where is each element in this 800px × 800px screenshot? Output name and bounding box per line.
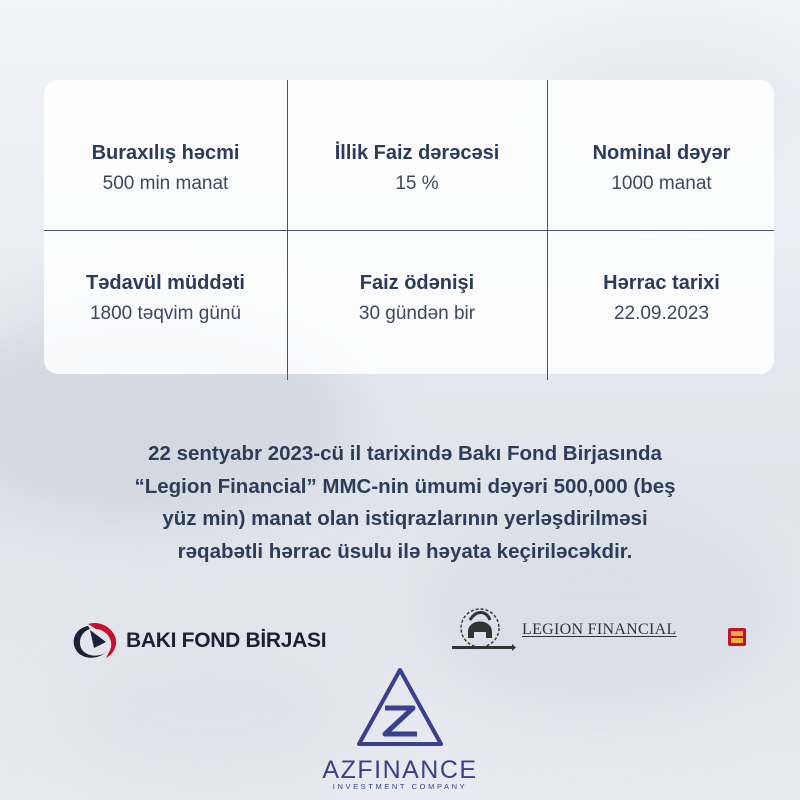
detail-value: 30 gündən bir (358, 303, 476, 324)
detail-value: 500 min manat (102, 173, 229, 194)
details-card (44, 80, 774, 374)
detail-value: 1800 təqvim günü (89, 303, 242, 324)
detail-interest-payment (289, 272, 545, 325)
legion-logo-text: LEGION FINANCIAL (522, 621, 677, 638)
detail-auction-date (549, 272, 774, 325)
legion-seal-icon (728, 628, 746, 646)
legion-helmet-icon (450, 604, 516, 656)
detail-label: Nominal dəyər (592, 142, 731, 164)
azfinance-triangle-icon (357, 668, 443, 748)
announcement-text (60, 438, 750, 568)
detail-value: 1000 manat (611, 173, 712, 194)
announcement-line: rəqabətli hərrac üsulu ilə həyata keçiriləcəkdir. (177, 539, 633, 563)
baki-fond-birjasi-logo (66, 618, 326, 664)
detail-label: Faiz ödənişi (359, 272, 475, 294)
detail-label: Tədavül müddəti (86, 272, 245, 294)
detail-nominal-value (549, 142, 774, 195)
legion-financial-logo (450, 604, 677, 656)
detail-label: Buraxılış həcmi (91, 142, 240, 164)
divider-horizontal (44, 230, 774, 231)
detail-value: 22.09.2023 (613, 303, 710, 324)
detail-value: 15 % (395, 173, 439, 194)
detail-label: Hərrac tarixi (603, 272, 720, 294)
bfb-logo-text: BAKI FOND BİRJASI (126, 629, 327, 652)
detail-circulation-period (44, 272, 287, 325)
announcement-line: “Legion Financial” MMC-nin ümumi dəyəri 500,000 (beş (134, 474, 676, 498)
detail-annual-interest-rate (289, 142, 545, 195)
azfinance-name: AZFINANCE (322, 756, 478, 784)
bfb-swoosh-icon (66, 618, 124, 664)
detail-label: İllik Faiz dərəcəsi (334, 142, 500, 164)
azfinance-logo (310, 668, 490, 794)
announcement-line: yüz min) manat olan istiqrazlarının yerləşdirilməsi (162, 507, 648, 530)
detail-issue-volume (44, 142, 287, 195)
azfinance-subtitle: INVESTMENT COMPANY (332, 782, 468, 791)
announcement-line: 22 sentyabr 2023-cü il tarixində Bakı Fond Birjasında (148, 442, 662, 465)
